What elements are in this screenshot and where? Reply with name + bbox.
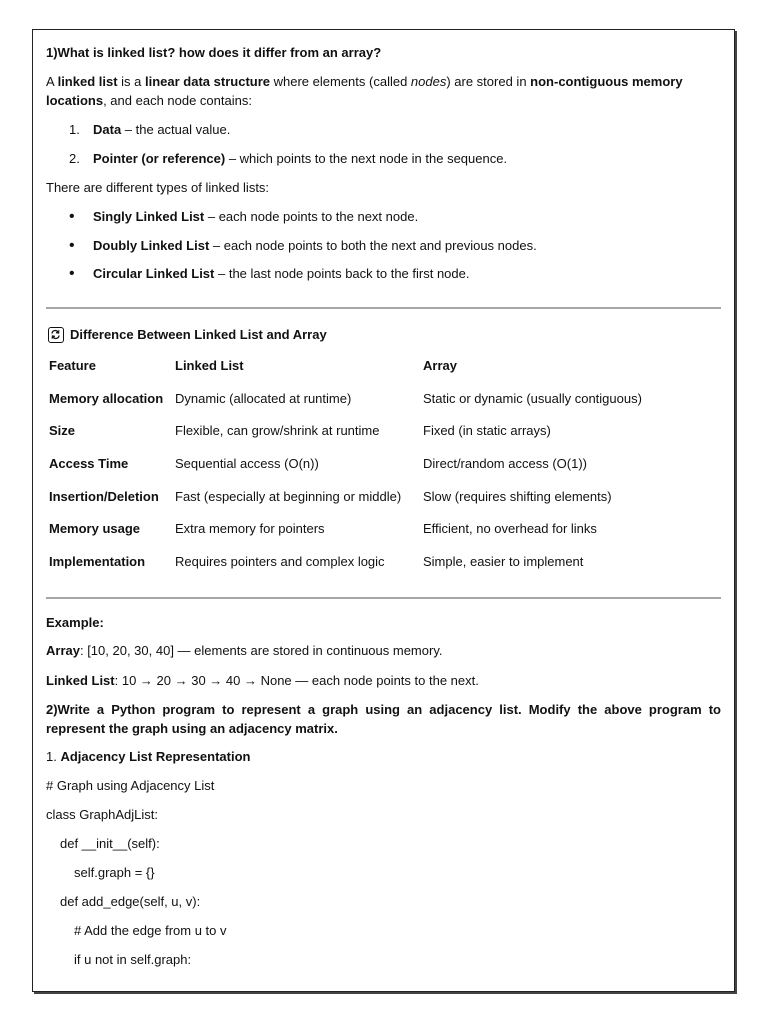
intro-text: where elements (called (270, 74, 411, 89)
code-line: def __init__(self): (60, 836, 160, 851)
list-item-text: – which points to the next node in the sequence. (225, 151, 508, 166)
code-line: # Add the edge from u to v (74, 923, 227, 938)
code-line: self.graph = {} (74, 865, 155, 880)
example-array-text: : [10, 20, 30, 40] — elements are stored in continuous memory. (79, 643, 443, 658)
list-item-bold: Pointer (or reference) (93, 151, 226, 166)
intro-text: ) are stored in (446, 74, 531, 89)
table-feature-cell: Memory usage (49, 521, 141, 536)
bullet-item-bold: Circular Linked List (93, 266, 215, 281)
table-cell: Simple, easier to implement (423, 554, 584, 569)
repeat-icon (48, 327, 64, 343)
bullet-item (93, 237, 537, 255)
table-header-cell: Array (423, 358, 457, 373)
intro-text: , and each node contains: (103, 93, 252, 108)
intro-text: is a (117, 74, 146, 89)
list-item (93, 121, 230, 139)
table-heading: Difference Between Linked List and Array (70, 327, 327, 342)
table-cell: Fast (especially at beginning or middle) (175, 489, 402, 504)
section-divider (46, 597, 721, 599)
code-line: def add_edge(self, u, v): (60, 894, 201, 909)
types-intro: There are different types of linked lists: (46, 180, 270, 195)
code-line: if u not in self.graph: (74, 952, 192, 967)
table-cell: Static or dynamic (usually contiguous) (423, 391, 642, 406)
table-cell: Sequential access (O(n)) (175, 456, 319, 471)
list-number: 1. (69, 122, 80, 137)
intro-bold: locations (46, 93, 104, 108)
intro-bold: linear data structure (145, 74, 271, 89)
intro-line-2 (46, 92, 252, 110)
list-item (93, 150, 507, 168)
subsection-title-text: Adjacency List Representation (60, 749, 251, 764)
table-header-cell: Linked List (175, 358, 244, 373)
list-number: 2. (69, 151, 80, 166)
table-feature-cell: Insertion/Deletion (49, 489, 159, 504)
intro-italic: nodes (410, 74, 447, 89)
example-ll-text: : 10 → 20 → 30 → 40 → None — each node points to the next. (114, 673, 479, 688)
table-feature-cell: Size (49, 423, 76, 438)
bullet-item-text: – each node points to both the next and previous nodes. (209, 238, 537, 253)
table-cell: Flexible, can grow/shrink at runtime (175, 423, 380, 438)
subsection-number: 1. (46, 749, 61, 764)
table-feature-cell: Memory allocation (49, 391, 164, 406)
table-cell: Extra memory for pointers (175, 521, 325, 536)
example-label: Example: (46, 615, 104, 630)
code-line: # Graph using Adjacency List (46, 778, 215, 793)
intro-text: A (46, 74, 58, 89)
example-linked-list (46, 672, 479, 690)
example-array-label: Array (46, 643, 80, 658)
bullet-icon: • (69, 208, 75, 225)
table-cell: Requires pointers and complex logic (175, 554, 385, 569)
bullet-item-text: – each node points to the next node. (204, 209, 419, 224)
bullet-item-text: – the last node points back to the first node. (214, 266, 470, 281)
table-cell: Efficient, no overhead for links (423, 521, 597, 536)
intro-bold: non-contiguous memory (530, 74, 683, 89)
table-cell: Slow (requires shifting elements) (423, 489, 612, 504)
intro-bold: linked list (57, 74, 118, 89)
subsection-title (46, 748, 250, 766)
bullet-icon: • (69, 265, 75, 282)
table-feature-cell: Implementation (49, 554, 146, 569)
table-feature-cell: Access Time (49, 456, 129, 471)
code-line: class GraphAdjList: (46, 807, 158, 822)
question-2-title: 2)Write a Python program to represent a graph using an adjacency list. Modify the above program to represent the graph using an adjacency matrix. (46, 702, 721, 736)
bullet-item-bold: Singly Linked List (93, 209, 205, 224)
table-cell: Dynamic (allocated at runtime) (175, 391, 352, 406)
bullet-item-bold: Doubly Linked List (93, 238, 210, 253)
bullet-icon: • (69, 237, 75, 254)
table-cell: Direct/random access (O(1)) (423, 456, 587, 471)
bullet-item (93, 265, 469, 283)
table-header-cell: Feature (49, 358, 96, 373)
table-cell: Fixed (in static arrays) (423, 423, 551, 438)
bullet-item (93, 208, 418, 226)
question-1-title: 1)What is linked list? how does it differ from an array? (46, 45, 382, 60)
intro-line-1 (46, 73, 683, 91)
example-ll-label: Linked List (46, 673, 115, 688)
list-item-bold: Data (93, 122, 122, 137)
list-item-text: – the actual value. (121, 122, 231, 137)
section-divider (46, 307, 721, 309)
example-array (46, 642, 442, 660)
